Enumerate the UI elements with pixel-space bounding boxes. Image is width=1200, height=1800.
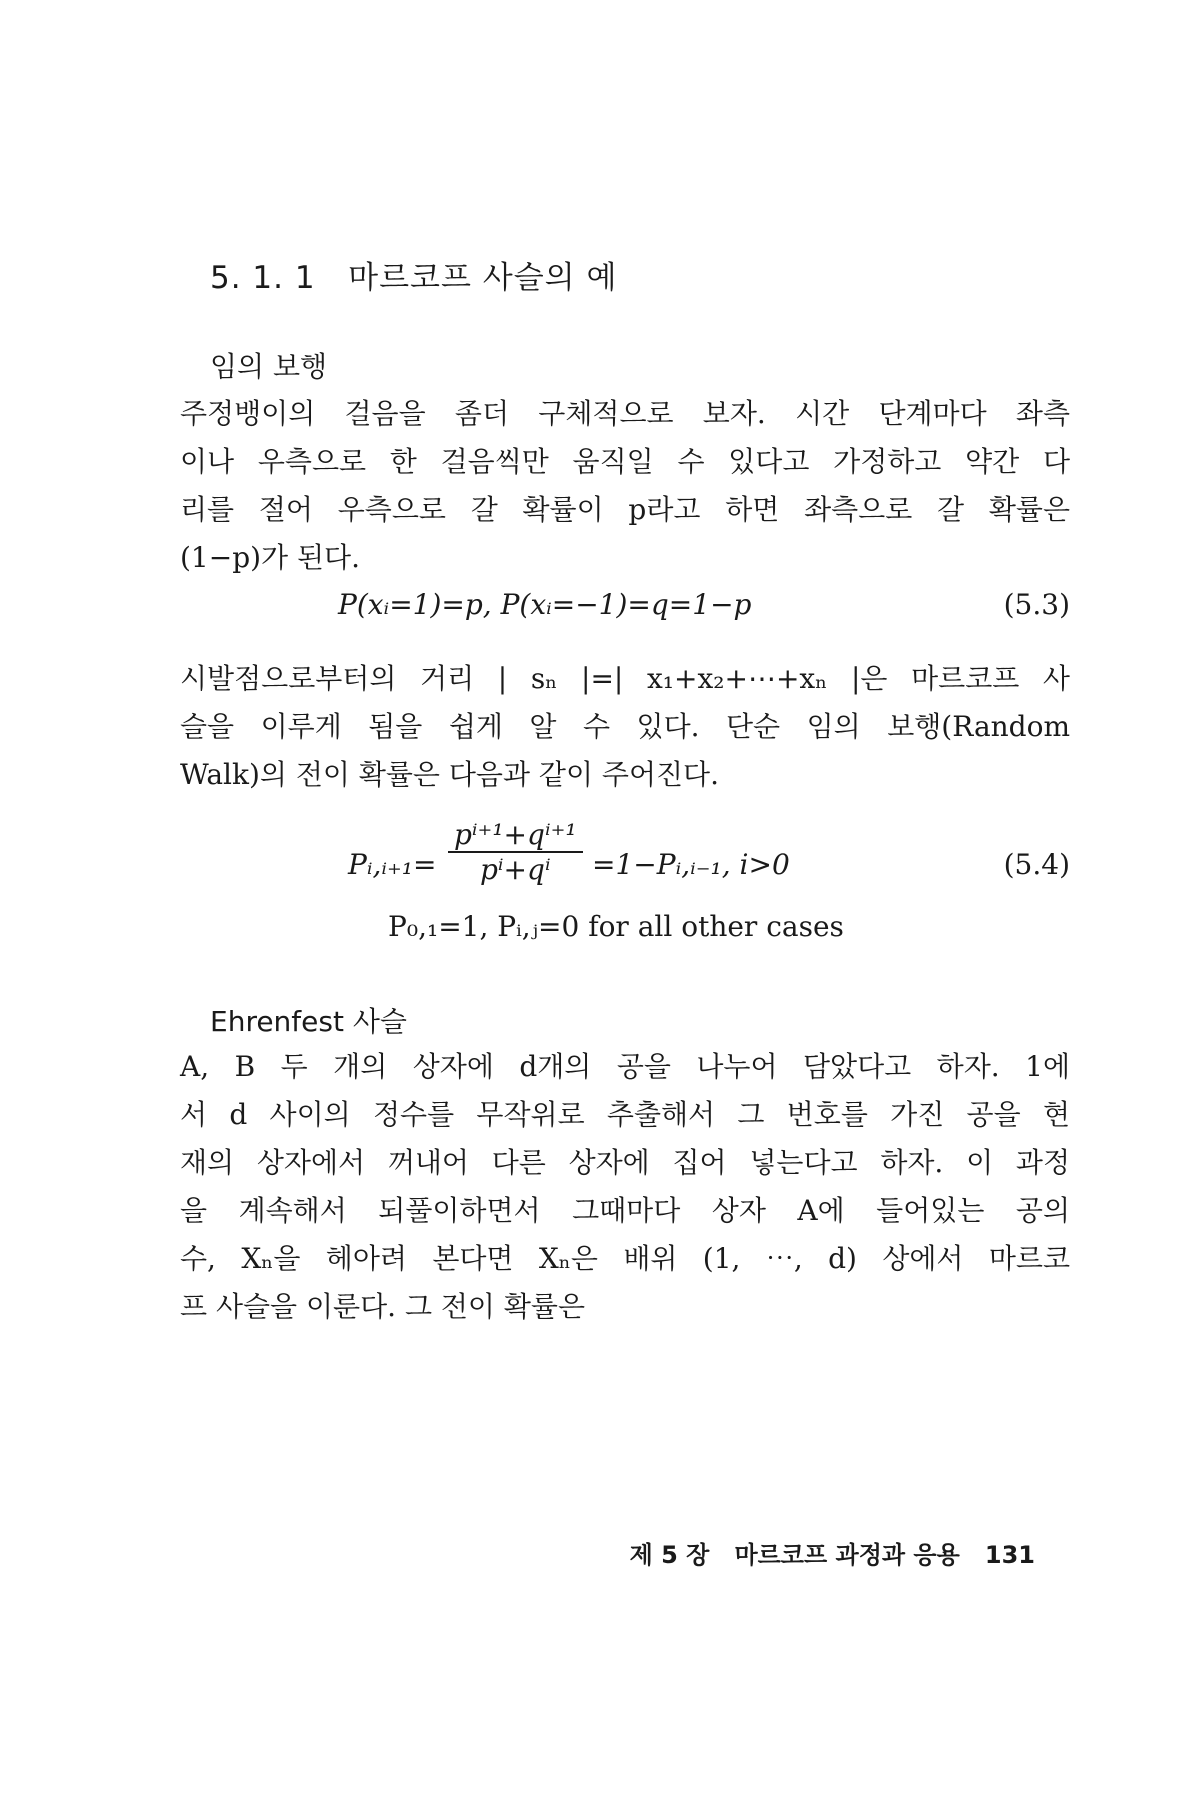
footer-chapter: 제 5 장 bbox=[629, 1541, 710, 1569]
text-line: 을 계속해서 되풀이하면서 그때마다 상자 A에 들어있는 공의 bbox=[180, 1194, 1070, 1227]
text-line: 수, Xₙ을 헤아려 본다면 Xₙ은 배위 (1, ⋯, d) 상에서 마르코 bbox=[180, 1242, 1070, 1275]
equation-expression: P(xᵢ=1)=p, P(xᵢ=−1)=q=1−p bbox=[338, 588, 752, 621]
text-line: Walk)의 전이 확률은 다음과 같이 주어진다. bbox=[180, 758, 720, 791]
fraction-denominator: pⁱ+qⁱ bbox=[480, 853, 551, 886]
random-walk-paragraph-2 bbox=[180, 655, 1070, 799]
text-line: 리를 절어 우측으로 갈 확률이 p라고 하면 좌측으로 갈 확률은 bbox=[180, 493, 1070, 526]
section-heading bbox=[210, 252, 617, 297]
equation-lhs: Pᵢ,ᵢ₊₁= bbox=[348, 848, 437, 881]
equation-number: (5.4) bbox=[1003, 848, 1070, 881]
equation-5-3 bbox=[180, 588, 1070, 640]
ehrenfest-paragraph bbox=[180, 1043, 1070, 1331]
random-walk-heading: 임의 보행 bbox=[210, 350, 328, 383]
text-line: 슬을 이루게 됨을 쉽게 알 수 있다. 단순 임의 보행(Random bbox=[180, 710, 1070, 743]
random-walk-paragraph-1 bbox=[180, 390, 1070, 582]
fraction-numerator: pⁱ⁺¹+qⁱ⁺¹ bbox=[454, 818, 577, 851]
text-line: 주정뱅이의 걸음을 좀더 구체적으로 보자. 시간 단계마다 좌측 bbox=[180, 397, 1070, 430]
text-line: A, B 두 개의 상자에 d개의 공을 나누어 담았다고 하자. 1에 bbox=[180, 1050, 1070, 1083]
equation-rhs: =1−Pᵢ,ᵢ₋₁, i>0 bbox=[592, 848, 790, 881]
ehrenfest-heading: Ehrenfest 사슬 bbox=[210, 1005, 407, 1038]
equation-5-4 bbox=[180, 818, 1070, 948]
text-line: 시발점으로부터의 거리 | sₙ |=| x₁+x₂+⋯+xₙ |은 마르코프 사 bbox=[180, 662, 1070, 695]
section-number: 5. 1. 1 bbox=[210, 260, 316, 296]
equation-fraction bbox=[448, 818, 583, 886]
page-footer bbox=[630, 1535, 1035, 1570]
text-line: 재의 상자에서 꺼내어 다른 상자에 집어 넣는다고 하자. 이 과정 bbox=[180, 1146, 1070, 1179]
text-line: 이나 우측으로 한 걸음씩만 움직일 수 있다고 가정하고 약간 다 bbox=[180, 445, 1070, 478]
footer-chapter-title: 마르코프 과정과 응용 bbox=[734, 1541, 960, 1569]
text-line: 프 사슬을 이룬다. 그 전이 확률은 bbox=[180, 1290, 586, 1323]
section-title: 마르코프 사슬의 예 bbox=[348, 260, 618, 296]
text-line: 서 d 사이의 정수를 무작위로 추출해서 그 번호를 가진 공을 현 bbox=[180, 1098, 1070, 1131]
equation-boundary-conditions: P₀,₁=1, Pᵢ,ⱼ=0 for all other cases bbox=[388, 910, 844, 943]
text-line: (1−p)가 된다. bbox=[180, 541, 360, 574]
page-number: 131 bbox=[984, 1541, 1035, 1569]
equation-number: (5.3) bbox=[1003, 588, 1070, 621]
